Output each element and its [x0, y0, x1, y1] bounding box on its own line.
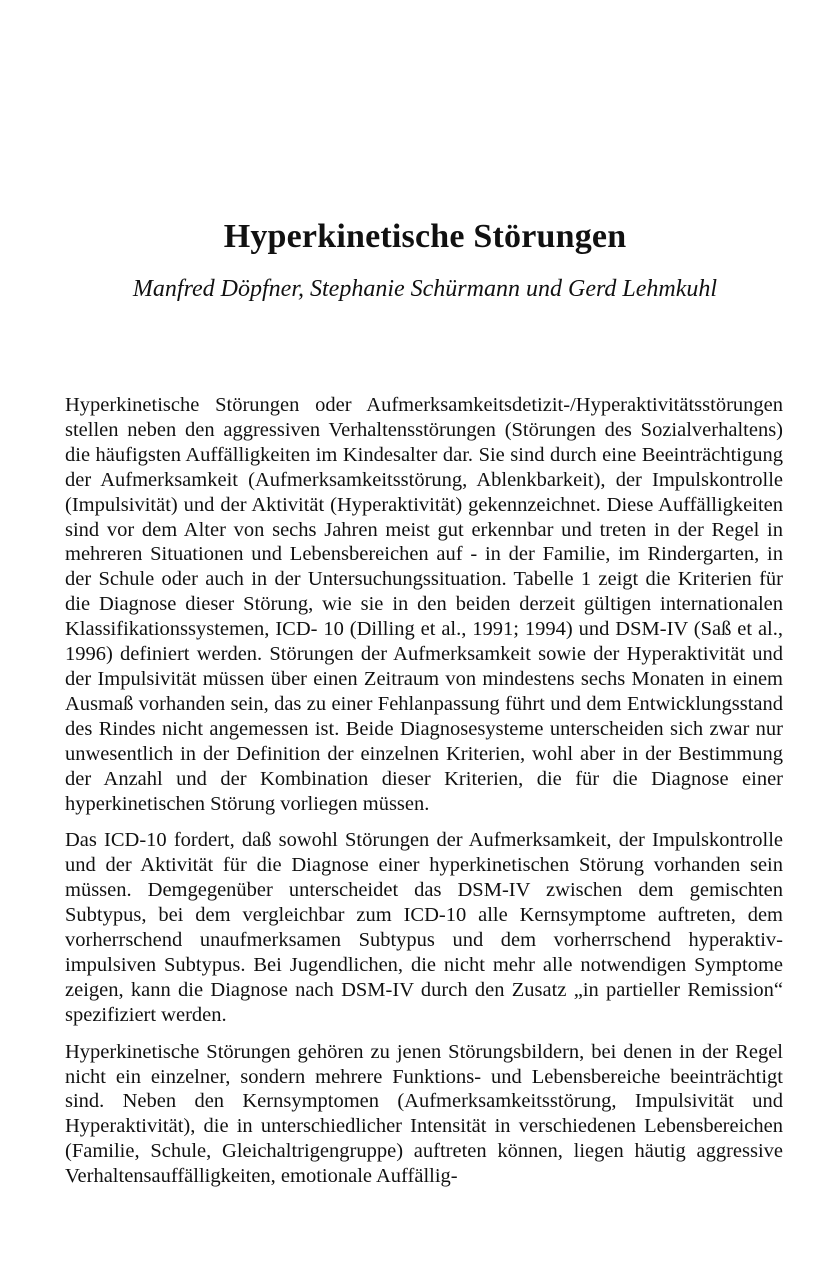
body-text — [65, 393, 783, 1189]
chapter-authors: Manfred Döpfner, Stephanie Schürmann und Gerd Lehmkuhl — [132, 276, 718, 302]
paragraph-1: Hyperkinetische Störungen oder Aufmerksamkeitsdetizit-/Hyperaktivitätsstörungen stellen neben den aggressiven Verhaltensstörungen (Störungen des Sozialverhaltens) die häufigsten Auffälligkeiten im Kindesalter dar. Sie sind durch eine Beeinträchtigung der Aufmerksamkeit (Aufmerksamkeitsstörung, Ablenkbarkeit), der Impulskontrolle (Impulsivität) und der Aktivität (Hyperaktivität) gekennzeichnet. Diese Auffälligkeiten sind vor dem Alter von sechs Jahren meist gut erkennbar und treten in der Regel in mehreren Situationen und Lebensbereichen auf - in der Familie, im Rindergarten, in der Schule oder auch in der Untersuchungssituation. Tabelle 1 zeigt die Kriterien für die Diagnose dieser Störung, wie sie in den beiden derzeit gültigen internationalen Klassifikationssystemen, ICD- 10 (Dilling et al., 1991; 1994) und DSM-IV (Saß et al., 1996) definiert werden. Störungen der Aufmerksamkeit sowie der Hyperaktivität und der Impulsivität müssen über einen Zeitraum von mindestens sechs Monaten in einem Ausmaß vorhanden sein, das zu einer Fehlanpassung führt und dem Entwicklungsstand des Rindes nicht angemessen ist. Beide Diagnosesysteme unterscheiden sich zwar nur unwesentlich in der Definition der einzelnen Kriterien, wohl aber in der Bestimmung der Anzahl und der Kombination dieser Kriterien, die für die Diagnose einer hyperkinetischen Störung vorliegen müssen. — [65, 394, 783, 815]
chapter-title: Hyperkinetische Störungen — [223, 218, 627, 255]
paragraph-2: Das ICD-10 fordert, daß sowohl Störungen der Aufmerksamkeit, der Impulskontrolle und der Aktivität für die Diagnose einer hyperkinetischen Störung vorhanden sein müssen. Demgegenüber unterscheidet das DSM-IV zwischen dem gemischten Subtypus, bei dem vergleichbar zum ICD-10 alle Kernsymptome auftreten, dem vorherrschend unaufmerksamen Subtypus und dem vorherrschend hyperaktiv-impulsiven Subtypus. Bei Jugendlichen, die nicht mehr alle notwendigen Symptome zeigen, kann die Diagnose nach DSM-IV durch den Zusatz „in partieller Remission“ spezifiziert werden. — [65, 829, 783, 1026]
paragraph-3: Hyperkinetische Störungen gehören zu jenen Störungsbildern, bei denen in der Regel nicht ein einzelner, sondern mehrere Funktions- und Lebensbereiche beeinträchtigt sind. Neben den Kernsymptomen (Aufmerksamkeitsstörung, Impulsivität und Hyperaktivität), die in unterschiedlicher Intensität in verschiedenen Lebensbereichen (Familie, Schule, Gleichaltrigengruppe) auftreten können, liegen häutig aggressive Verhaltensauffälligkeiten, emotionale Auffällig- — [65, 1040, 783, 1188]
